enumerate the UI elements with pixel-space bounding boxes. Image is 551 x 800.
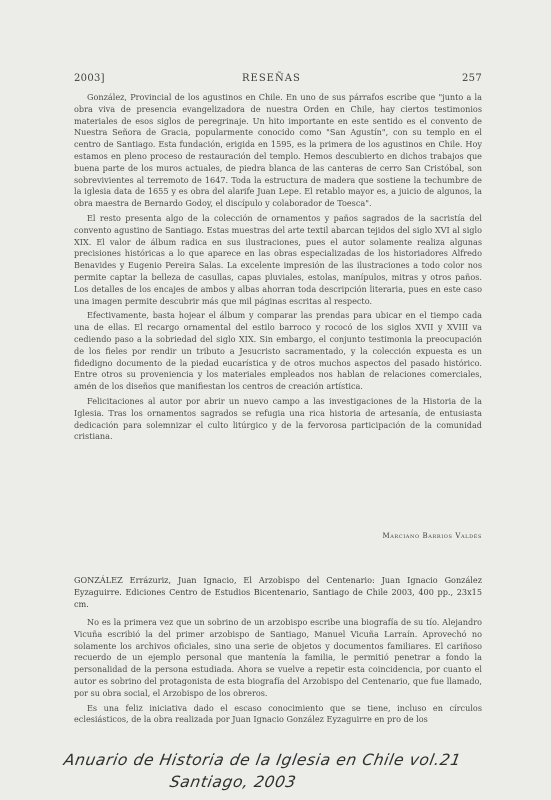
review-body-2 bbox=[74, 617, 482, 726]
paragraph: El resto presenta algo de la colección de ornamentos y paños sagrados de la sacristía del convento agustino de Santiago. Estas muestras del arte textil abarcan tejidos del siglo XVI al siglo XIX. El valor de álbum radica en sus ilustraciones, pues el autor solamente realiza algunas precisiones históricas a lo que aparece en las obras especializadas de los historiadores Alfredo Benavides y Eugenio Pereira Salas. La excelente impresión de las ilustraciones a todo color nos permite captar la belleza de casullas, capas pluviales, estolas, manípulos, mitras y otros paños. Los detalles de los encajes de ambos y albas ahorran toda descripción literaria, pues en este caso una imagen permite descubrir más que mil páginas escritas al respecto. bbox=[74, 212, 482, 306]
paragraph: Felicitaciones al autor por abrir un nuevo campo a las investigaciones de la Historia de la Iglesia. Tras los ornamentos sagrados se refugia una rica historia de artesanía, de entusiasta dedicación para solemnizar el culto litúrgico y de la fervorosa participación de la comunidad cristiana. bbox=[74, 395, 482, 442]
handwritten-note-line2: Santiago, 2003 bbox=[168, 773, 298, 791]
review-body-1 bbox=[74, 92, 482, 443]
reviewer-signature: Marciano Barrios Valdés bbox=[382, 532, 482, 540]
paragraph: Es una feliz iniciativa dado el escaso conocimiento que se tiene, incluso en círculos eclesiásticos, de la obra realizada por Juan Ignacio González Eyzaguirre en pro de los bbox=[74, 702, 482, 725]
paragraph: González, Provincial de los agustinos en Chile. En uno de sus párrafos escribe que "junto a la obra viva de presencia evangelizadora de nuestra Orden en Chile, hay ciertos testimonios materiales de esos siglos de peregrinaje. Un hito importante en este sentido es el convento de Nuestra Señora de Gracia, popularmente conocido como "San Agustín", con su templo en el centro de Santiago. Esta fundación, erigida en 1595, es la primera de los agustinos en Chile. Hoy estamos en pleno proceso de restauración del templo. Hemos descubierto en dichos trabajos que buena parte de los muros actuales, de piedra blanca de las canteras de cerro San Cristóbal, son sobrevivientes al terremoto de 1647. Toda la estructura de madera que sostiene la techumbre de la iglesia data de 1655 y es obra del alarife Juan Lepe. El retablo mayor es, a juicio de algunos, la obra maestra de Bernardo Godoy, el discípulo y colaborador de Toesca". bbox=[74, 92, 482, 209]
header-year: 2003] bbox=[74, 73, 105, 84]
page-number: 257 bbox=[462, 73, 482, 84]
paragraph: Efectivamente, basta hojear el álbum y comparar las prendas para ubicar en el tiempo cada una de ellas. El recargo ornamental del estilo barroco y rococó de los siglos XVII y XVIII va cediendo paso a la sobriedad del siglo XIX. Sin embargo, el conjunto testimonia la preocupación de los fieles por rendir un tributo a Jesucristo sacramentado, y la colección expuesta es un fidedigno documento de la piedad eucarística y de otros muchos aspectos del pasado histórico. Entre otros su proveniencia y los materiales empleados nos hablan de relaciones comerciales, amén de los diseños que manifiestan los centros de creación artística. bbox=[74, 310, 482, 392]
header-section: RESEÑAS bbox=[242, 73, 301, 84]
paragraph: No es la primera vez que un sobrino de un arzobispo escribe una biografía de su tío. Alejandro Vicuña escribió la del primer arzobispo de Santiago, Manuel Vicuña Larraín. Aprovechó no solamente los archivos oficiales, sino una serie de objetos y documentos familiares. El cariñoso recuerdo de un ejemplo personal que mantenía la familia, le permitió penetrar a fondo la personalidad de la persona estudiada. Ahora se vuelve a repetir esta coincidencia, por cuanto el autor es sobrino del protagonista de esta biografía del Arzobispo del Centenario, que fue llamado, por su obra social, el Arzobispo de los obreros. bbox=[74, 617, 482, 698]
handwritten-note-line1: Anuario de Historia de la Iglesia en Chile vol.21 bbox=[62, 751, 463, 769]
book-citation: GONZÁLEZ Errázuriz, Juan Ignacio, El Arzobispo del Centenario: Juan Ignacio González Eyzaguirre. Ediciones Centro de Estudios Bicentenario, Santiago de Chile 2003, 400 pp., 23x15 cm. bbox=[74, 575, 482, 609]
